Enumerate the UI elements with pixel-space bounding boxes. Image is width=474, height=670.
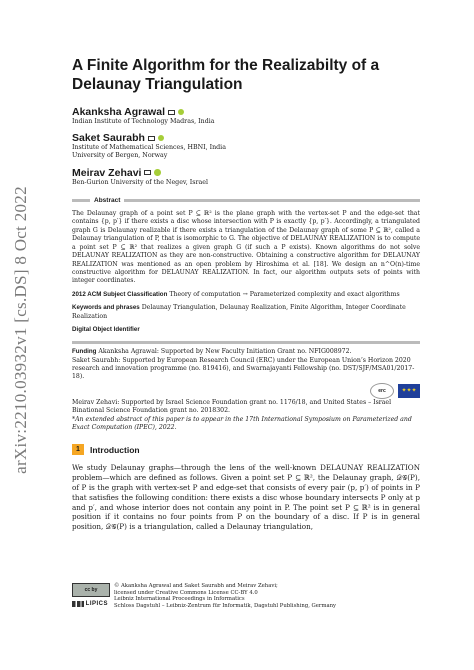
cc-license-badge[interactable]: cc by: [72, 583, 110, 597]
funding-agrawal: Akanksha Agrawal: Supported by New Faculty Initiation Grant no. NFIG008972.: [98, 348, 352, 356]
keywords-value: Delaunay Triangulation, Delaunay Realization, Finite Algorithm, Integer Coordinate Realization: [72, 304, 406, 320]
ccs-value: Theory of computation → Parameterized complexity and exact algorithms: [169, 290, 400, 298]
erc-logo: erc: [370, 383, 394, 399]
orcid-icon[interactable]: [178, 109, 185, 116]
funding-label: Funding: [72, 348, 97, 356]
section-heading: [72, 444, 420, 455]
footer-line: Schloss Dagstuhl – Leibniz-Zentrum für Informatik, Dagstuhl Publishing, Germany: [114, 602, 337, 609]
footer-line: licensed under Creative Commons License CC-BY 4.0: [114, 589, 258, 596]
author-name: [72, 132, 420, 144]
email-icon[interactable]: [144, 170, 151, 175]
author-block: [72, 106, 420, 126]
arxiv-stamp: [6, 150, 36, 510]
doi-label: Digital Object Identifier: [72, 326, 140, 334]
arxiv-stamp-text: arXiv:2210.03932v1 [cs.DS] 8 Oct 2022: [11, 186, 30, 474]
abstract-heading-text: Abstract: [94, 196, 121, 204]
funding-block: [72, 348, 420, 432]
ccs-label: 2012 ACM Subject Classification: [72, 290, 168, 298]
divider: [72, 341, 420, 344]
footer-logos: [72, 583, 108, 609]
author-block: [72, 167, 420, 187]
email-icon[interactable]: [148, 136, 155, 141]
extended-abstract-note: *An extended abstract of this paper is to appear in the 17th International Symposium on Parameterized and Exact Computation (IPEC), 2022.: [72, 415, 412, 431]
funding-logos: [72, 383, 420, 399]
author-affiliation: Institute of Mathematical Sciences, HBNI, India University of Bergen, Norway: [72, 144, 226, 160]
page-footer: [72, 583, 420, 609]
lipics-logo: [72, 601, 108, 607]
lipics-logo-text: LIPICS: [85, 601, 108, 607]
paper-title: A Finite Algorithm for the Realizabilty of a Delaunay Triangulation: [72, 57, 380, 93]
lipics-mark-icon: [72, 601, 84, 607]
footer-line: © Akanksha Agrawal and Saket Saurabh and Meirav Zehavi;: [114, 583, 278, 589]
keywords-label: Keywords and phrases: [72, 304, 140, 312]
section-number: 1: [72, 444, 84, 455]
intro-paragraph: We study Delaunay graphs—through the lens of the well-known DELAUNAY REALIZATION problem—which are defined as follows. Given a point set P ⊆ ℝ², the Delaunay graph, 𝒟𝒢(P), of P is the graph with vertex-set P and edge-set that consists of every pair (p, p′) of points in P that satisfies the following condition: there exists a disc whose boundary intersects P only at p and p′, and whose interior does not contain any point in P. The point set P ⊆ ℝ² is in general position if it contains no four points from P on the boundary of a disc. If P is in general position, 𝒟𝒢(P) is a triangulation, called a Delaunay triangulation,: [72, 463, 420, 532]
abstract-heading: [72, 197, 420, 204]
author-name: [72, 167, 420, 179]
funding-saurabh: Saket Saurabh: Supported by European Research Council (ERC) under the European Union’s Horizon 2020 research and innovation programme (no. 819416), and Swarnajayanti Fellowship (no. DST/SJF/MSA01/2017-18).: [72, 356, 415, 381]
author-affiliation: Indian Institute of Technology Madras, India: [72, 118, 215, 125]
divider: [124, 199, 420, 202]
author-block: [72, 132, 420, 160]
author-name-text: Saket Saurabh: [72, 132, 145, 145]
author-affiliation: Ben-Gurion University of the Negev, Israel: [72, 178, 208, 186]
author-name-text: Meirav Zehavi: [72, 166, 142, 179]
abstract-paragraph: The Delaunay graph of a point set P ⊆ ℝ² is the plane graph with the vertex-set P and the edge-set that contains {p, p′} if there exists a disc whose intersection with P is exactly {p, p′}. Accordingly, a triangulated graph G is Delaunay realizable if there exists a triangulation of the Delaunay graph of some P ⊆ ℝ², called a Delaunay triangulation of P, that is isomorphic to G. The objective of DELAUNAY REALIZATION is to compute a point set P ⊆ ℝ² that realizes a given graph G (if such a P exists). Known algorithms do not solve DELAUNAY REALIZATION as they are non-constructive. Obtaining a constructive algorithm for DELAUNAY REALIZATION was mentioned as an open problem by Hiroshima et al. [18]. We design an n^O(n)-time constructive algorithm for DELAUNAY REALIZATION. In fact, our algorithm outputs sets of points with integer coordinates.: [72, 209, 420, 285]
eu-flag-icon: ✦✦✦: [398, 384, 420, 398]
author-name: [72, 106, 420, 118]
abstract-body: [72, 210, 420, 286]
orcid-icon[interactable]: [158, 135, 165, 142]
footer-line: Leibniz International Proceedings in Informatics: [114, 596, 245, 603]
funding-zehavi: Meirav Zehavi: Supported by Israel Science Foundation grant no. 1176/18, and United States – Israel Binational Science Foundation grant no. 2018302.: [72, 398, 392, 415]
funding-saurabh-row: [72, 357, 420, 382]
ccs-classification: [72, 291, 420, 299]
orcid-icon[interactable]: [154, 169, 161, 176]
section-title: Introduction: [90, 444, 140, 455]
email-icon[interactable]: [168, 110, 175, 115]
author-name-text: Akanksha Agrawal: [72, 106, 165, 118]
footer-license-text: [114, 583, 336, 609]
paper-page: [72, 56, 420, 532]
keywords: [72, 304, 420, 321]
divider: [72, 199, 90, 202]
